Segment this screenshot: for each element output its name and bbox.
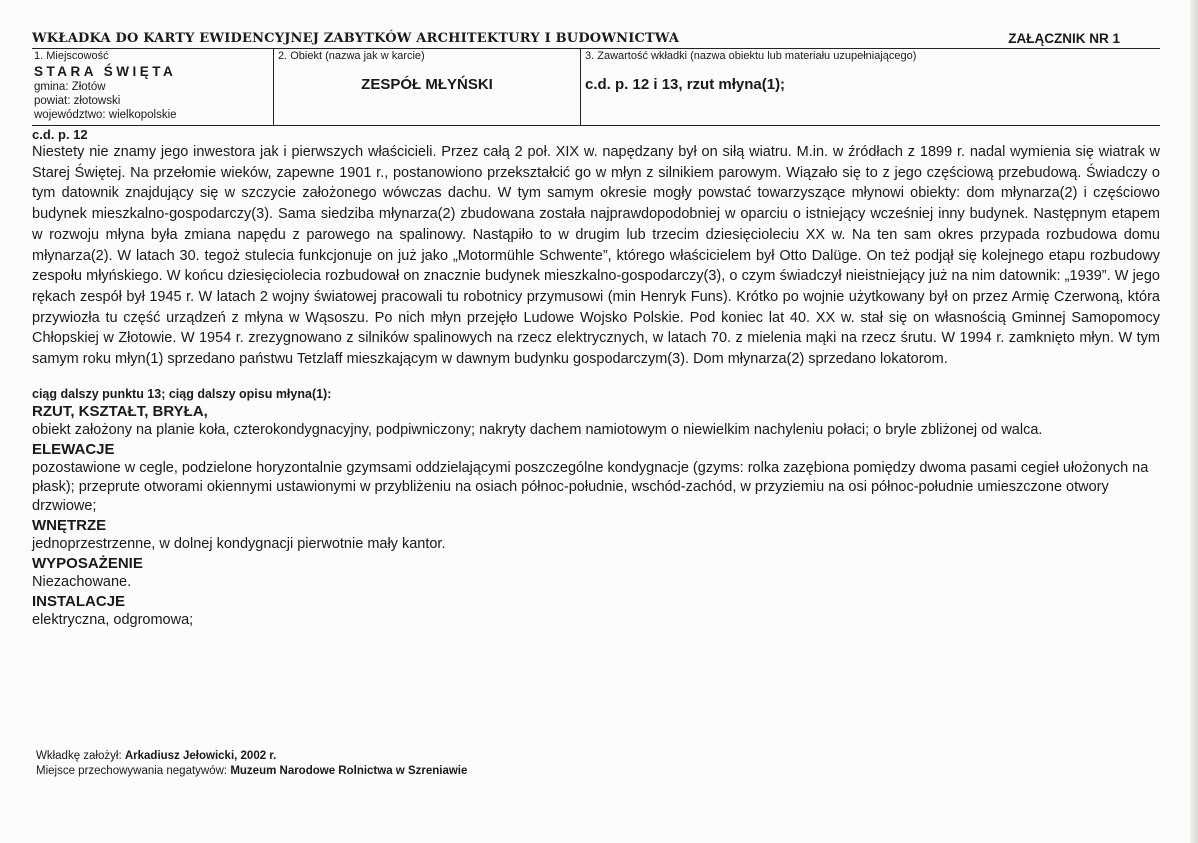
- wojewodztwo-line: województwo: wielkopolskie: [34, 109, 177, 121]
- section-text-installations: elektryczna, odgromowa;: [32, 611, 194, 628]
- header-table: [32, 48, 1160, 126]
- section-title-installations: INSTALACJE: [32, 592, 126, 610]
- section-title-equipment: WYPOSAŻENIE: [32, 554, 143, 572]
- gmina-line: gmina: Złotów: [34, 81, 106, 93]
- attachment-label: ZAŁĄCZNIK NR 1: [1008, 31, 1120, 46]
- locality-cell: [32, 49, 273, 125]
- cdp-heading: c.d. p. 12: [32, 127, 88, 142]
- section-text-shape: obiekt założony na planie koła, czterokondygnacyjny, podpiwniczony; nakryty dachem namiotowym o niewielkim nachyleniu połaci; o bryle zbliżonej od walca.: [32, 421, 1043, 438]
- powiat-line: powiat: złotowski: [34, 95, 121, 107]
- object-cell: [273, 49, 580, 125]
- section-title-shape: RZUT, KSZTAŁT, BRYŁA,: [32, 402, 208, 420]
- object-label: 2. Obiekt (nazwa jak w karcie): [278, 50, 425, 62]
- section-text-equipment: Niezachowane.: [32, 573, 132, 590]
- object-name: ZESPÓŁ MŁYŃSKI: [361, 76, 493, 93]
- footer: [36, 749, 467, 779]
- storage-label: Miejsce przechowywania negatywów:: [36, 765, 231, 777]
- description-section: [32, 386, 1160, 630]
- author-name: Arkadiusz Jełowicki, 2002 r.: [124, 750, 277, 762]
- document-title: WKŁADKA DO KARTY EWIDENCYJNEJ ZABYTKÓW ARCHITEKTURY I BUDOWNICTWA: [32, 31, 680, 46]
- locality-label: 1. Miejscowość: [34, 50, 109, 62]
- town-name: STARA ŚWIĘTA: [34, 64, 177, 79]
- section-title-elevations: ELEWACJE: [32, 440, 115, 458]
- history-paragraph: Niestety nie znamy jego inwestora jak i pierwszych właścicieli. Przez całą 2 poł. XIX w. napędzany był on siłą wiatru. M.in. w źródłach z 1899 r. nadal wymienia się wiatrak w Starej Świętej. Na przełomie wieków, zapewne 1901 r., postanowiono przekształcić go w młyn z silnikiem parowym. Wiązało się to z jego częściową przebudową. Świadczy o tym datownik znajdujący się w szczycie założonego wówczas dachu. W tym samym okresie mogły powstać towarzyszące młynowi obiekty: dom młynarza(2) i częściowo budynek mieszkalno-gospodarczy(3). Sama siedziba młynarza(2) zbudowana została najprawdopodobniej w oparciu o istniejący wcześniej inny budynek. Następnym etapem w rozwoju młyna była zmiana napędu z parowego na spalinowy. Nastąpiło to w drugim lub trzecim dziesięcioleciu XX w. Na ten sam okres przypada rozbudowa domu młynarza(2). W latach 30. tegoż stulecia funkcjonuje on już jako „Motormühle Schwente”, którego właścicielem był Otto Dalüge. On też podjął się kolejnego etapu rozbudowy zespołu młyńskiego. W końcu dziesięciolecia rozbudował on znacznie budynek mieszkalno-gospodarczy(3), o czym świadczył nieistniejący już na nim datownik: „1939”. W jego rękach zespół był 1945 r. W latach 2 wojny światowej pracowali tu robotnicy przymusowi (min Henryk Funs). Krótko po wojnie użytkowany był on przez Armię Czerwoną, która przywiozła tu część urządzeń z młyna w Wąsoszu. Po nich młyn przejęło Ludowe Wojsko Polskie. Pod koniec lat 40. XX w. stał się on własnością Gminnej Samopomocy Chłopskiej w Złotowie. W 1954 r. zrezygnowano z silników spalinowych na rzecz elektrycznych, w latach 70. z mielenia mąki na rzecz śrutu. W 1994 r. zamknięto młyn. W tym samym roku młyn(1) sprzedano państwu Tetzlaff mieszkającym w dawnym budynku gospodarczym(3). Dom młynarza(2) sprzedano lokatorom.: [32, 144, 1160, 368]
- section-title-interior: WNĘTRZE: [32, 516, 107, 534]
- page-edge-shadow: [1190, 0, 1198, 843]
- storage-line: [36, 764, 467, 779]
- section-text-interior: jednoprzestrzenne, w dolnej kondygnacji pierwotnie mały kantor.: [32, 535, 446, 552]
- author-line: [36, 749, 467, 764]
- content-label: 3. Zawartość wkładki (nazwa obiektu lub materiału uzupełniającego): [585, 50, 917, 62]
- document-page: [32, 30, 1160, 630]
- content-value: c.d. p. 12 i 13, rzut młyna(1);: [585, 76, 786, 93]
- section-text-elevations: pozostawione w cegle, podzielone horyzontalnie gzymsami oddzielającymi poszczególne kondygnacje (gzyms: rolka zazębiona pomiędzy dwoma pasami cegieł ułożonych na płask); przeprute otworami okiennymi ustawionymi w przybliżeniu na osiach północ-południe, wschód-zachód, w przyziemiu na osi północ-południe umieszczone otwory drzwiowe;: [32, 459, 1149, 514]
- storage-place: Muzeum Narodowe Rolnictwa w Szreniawie: [230, 765, 468, 777]
- author-label: Wkładkę założył:: [36, 750, 125, 762]
- continuation-heading: ciąg dalszy punktu 13; ciąg dalszy opisu młyna(1):: [32, 386, 332, 401]
- content-cell: [580, 49, 1160, 125]
- top-row: [32, 30, 1160, 46]
